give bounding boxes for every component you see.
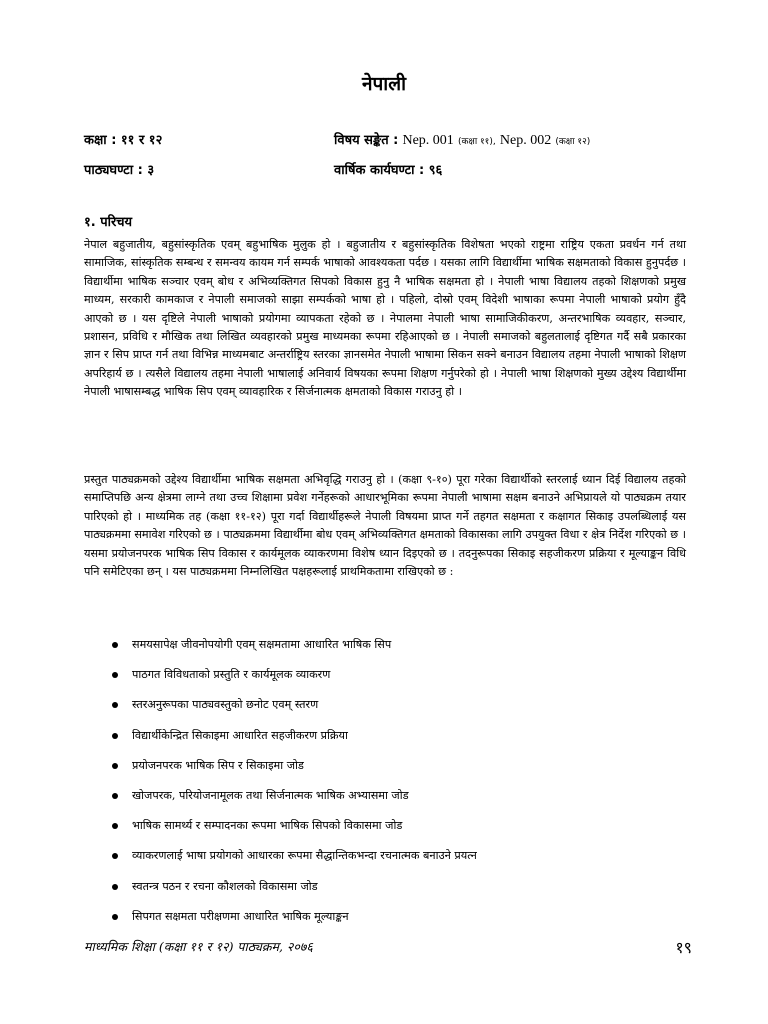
bullet-icon (112, 823, 118, 829)
intro-paragraph-2: प्रस्तुत पाठ्यक्रमको उद्देश्य विद्यार्थीमा भाषिक सक्षमता अभिवृद्धि गराउनु हो । (कक्षा ९-१०) पूरा गरेका विद्यार्थीको स्तरलाई ध्यान दिई विद्यालय तहको समाप्तिपछि अन्य क्षेत्रमा लाग्ने तथा उच्च शिक्षामा प्रवेश गर्नेहरूको आधारभूमिका रूपमा नेपाली भाषामा सक्षम बनाउने अभिप्रायले यो पाठ्यक्रम तयार पारिएको हो । माध्यमिक तह (कक्षा ११-१२) पूरा गर्दा विद्यार्थीहरूले नेपाली विषयमा प्राप्त गर्ने तहगत सक्षमता र कक्षागत सिकाइ उपलब्धिलाई यस पाठ्यक्रममा समावेश गरिएको छ । पाठ्यक्रममा विद्यार्थीमा बोध एवम् अभिव्यक्तिगत क्षमताको विकासका लागि उपयुक्त विधा र क्षेत्र निर्देश गरिएको छ । यसमा प्रयोजनपरक भाषिक सिप विकास र कार्यमूलक व्याकरणमा विशेष ध्यान दिइएको छ । तदनुरूपका सिकाइ सहजीकरण प्रक्रिया र मूल्याङ्कन विधि पनि समेटिएका छन् । यस पाठ्यक्रममा निम्नलिखित पक्षहरूलाई प्राथमिकतामा राखिएको छ : (84, 473, 686, 579)
list-item-text: सिपगत सक्षमता परीक्षणमा आधारित भाषिक मूल्याङ्कन (132, 909, 349, 923)
list-item-text: भाषिक सामर्थ्य र सम्पादनका रूपमा भाषिक सिपको विकासमा जोड (132, 819, 403, 833)
subject-code-1-note: (कक्षा ११), (457, 137, 496, 147)
bullet-icon (112, 853, 118, 859)
list-item (112, 630, 672, 660)
list-item-text: स्तरअनुरूपका पाठ्यवस्तुको छनोट एवम् स्तरण (132, 698, 319, 712)
intro-paragraph-1: नेपाल बहुजातीय, बहुसांस्कृतिक एवम् बहुभाषिक मुलुक हो । बहुजातीय र बहुसांस्कृतिक विशेषता भएको राष्ट्रमा राष्ट्रिय एकता प्रवर्धन गर्न तथा सामाजिक, सांस्कृतिक सम्बन्ध र समन्वय कायम गर्न सम्पर्क भाषाको आवश्यकता पर्दछ । यसका लागि विद्यार्थीमा भाषिक सक्षमताको विकास हुनुपर्दछ । विद्यार्थीमा भाषिक सञ्चार एवम् बोध र अभिव्यक्तिगत सिपको विकास हुनु नै भाषिक सक्षमता हो । नेपाली भाषा विद्यालय तहको शिक्षणको प्रमुख माध्यम, सरकारी कामकाज र नेपाली समाजको साझा सम्पर्कको भाषा हो । पहिलो, दोस्रो एवम् विदेशी भाषाका रूपमा नेपाली भाषाको प्रयोग हुँदै आएको छ । यस दृष्टिले नेपाली भाषाको प्रयोगमा व्यापकता रहेको छ । नेपालमा नेपाली भाषा सामाजिकीकरण, अन्तरभाषिक व्यवहार, सञ्चार, प्रशासन, प्रविधि र मौखिक तथा लिखित व्यवहारको प्रमुख माध्यमका रूपमा रहिआएको छ । नेपाली समाजको बहुलतालाई दृष्टिगत गर्दै सबै प्रकारका ज्ञान र सिप प्राप्त गर्न तथा विभिन्न माध्यमबाट अन्तर्राष्ट्रिय स्तरका ज्ञानसमेत नेपाली भाषामा सिकन सक्ने बनाउन विद्यालय तहमा नेपाली भाषाको शिक्षण अपरिहार्य छ । त्यसैले विद्यालय तहमा नेपाली भाषालाई अनिवार्य विषयका रूपमा शिक्षण गर्नुपरेको हो । नेपाली भाषा शिक्षणको मुख्य उद्देश्य विद्यार्थीमा नेपाली भाषासम्बद्ध भाषिक सिप एवम् व्यावहारिक र सिर्जनात्मक क्षमताको विकास गराउनु हो । (84, 238, 686, 399)
priority-list (112, 630, 672, 932)
list-item-text: व्याकरणलाई भाषा प्रयोगको आधारका रूपमा सैद्धान्तिकभन्दा रचनात्मक बनाउने प्रयत्न (132, 849, 477, 863)
list-item (112, 690, 672, 720)
list-item (112, 811, 672, 841)
list-item-text: समयसापेक्ष जीवनोपयोगी एवम् सक्षमतामा आधारित भाषिक सिप (132, 638, 392, 651)
subject-code-2: Nep. 002 (499, 133, 552, 148)
list-item-text: खोजपरक, परियोजनामूलक तथा सिर्जनात्मक भाषिक अभ्यासमा जोड (132, 788, 409, 802)
bullet-icon (112, 642, 118, 648)
meta-row-1 (84, 130, 704, 152)
list-item (112, 841, 672, 871)
page-title: नेपाली (361, 73, 407, 95)
bullet-icon (112, 884, 118, 890)
subject-code-label: विषय सङ्केत : (334, 133, 399, 148)
annual-hours-label: वार्षिक कार्यघण्टा : ९६ (334, 163, 443, 178)
class-label: कक्षा : ११ र १२ (84, 133, 163, 148)
page-number: १९ (675, 938, 692, 957)
list-item (112, 660, 672, 690)
list-item (112, 872, 672, 902)
list-item-text: स्वतन्त्र पठन र रचना कौशलको विकासमा जोड (132, 879, 318, 893)
bullet-icon (112, 793, 118, 799)
list-item (112, 721, 672, 751)
subject-code (334, 130, 590, 149)
periods-label: पाठ्यघण्टा : ३ (84, 163, 155, 178)
bullet-icon (112, 914, 118, 920)
subject-code-1: Nep. 001 (402, 133, 454, 148)
list-item-text: पाठगत विविधताको प्रस्तुति र कार्यमूलक व्याकरण (132, 668, 331, 682)
bullet-icon (112, 702, 118, 708)
list-item (112, 781, 672, 811)
list-item (112, 751, 672, 781)
footer-title: माध्यमिक शिक्षा (कक्षा ११ र १२) पाठ्यक्रम, २०७६ (84, 939, 313, 954)
section-heading: १. परिचय (84, 215, 133, 230)
meta-row-2 (84, 160, 704, 182)
list-item (112, 902, 672, 932)
bullet-icon (112, 672, 118, 678)
list-item-text: विद्यार्थीकेन्द्रित सिकाइमा आधारित सहजीकरण प्रक्रिया (132, 728, 348, 742)
bullet-icon (112, 733, 118, 739)
list-item-text: प्रयोजनपरक भाषिक सिप र सिकाइमा जोड (132, 758, 304, 772)
bullet-icon (112, 763, 118, 769)
subject-code-2-note: (कक्षा १२) (555, 137, 591, 147)
